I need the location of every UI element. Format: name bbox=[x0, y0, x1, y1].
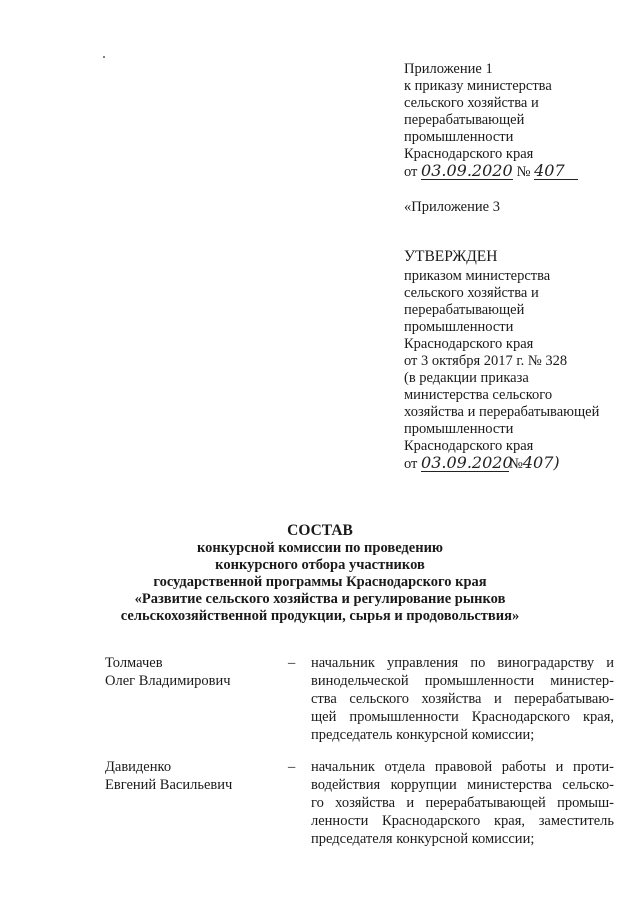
description-line: ленности Краснодарского края, заместитель bbox=[311, 813, 614, 829]
appendix-header-line: сельского хозяйства и bbox=[404, 95, 539, 111]
approval-line: перерабатывающей bbox=[404, 302, 525, 318]
approval-line: министерства сельского bbox=[404, 387, 553, 403]
description-line: водействия коррупции министерства сельско- bbox=[311, 777, 614, 793]
appendix-header-line: к приказу министерства bbox=[404, 78, 552, 94]
approval-line: Краснодарского края bbox=[404, 336, 534, 352]
description-line: начальник управления по виноградарству и bbox=[311, 655, 614, 671]
approval-line: промышленности bbox=[404, 319, 514, 335]
title-line: «Развитие сельского хозяйства и регулирование рынков bbox=[134, 591, 506, 607]
description-line: председатель конкурсной комиссии; bbox=[311, 727, 535, 743]
date-prefix: от bbox=[404, 456, 418, 472]
appendix-header-line: Краснодарского края bbox=[404, 146, 534, 162]
description-line: винодельческой промышленности министер- bbox=[311, 673, 614, 689]
date-prefix: от bbox=[404, 164, 418, 180]
approval-line: приказом министерства bbox=[404, 268, 551, 284]
description-line: щей промышленности Краснодарского края, bbox=[311, 709, 614, 725]
approval-line: от 3 октября 2017 г. № 328 bbox=[404, 353, 568, 369]
approval-date-line bbox=[404, 455, 559, 472]
title-line: сельскохозяйственной продукции, сырья и продовольствия» bbox=[120, 608, 520, 624]
approval-line: хозяйства и перерабатывающей bbox=[404, 404, 600, 420]
approval-line: промышленности bbox=[404, 421, 514, 437]
number-prefix: № bbox=[516, 164, 531, 180]
member-description bbox=[311, 654, 614, 744]
member-dash: – bbox=[288, 655, 296, 671]
handwritten-date: 03.09.2020 bbox=[421, 453, 513, 472]
approval-line: (в редакции приказа bbox=[404, 370, 529, 386]
handwritten-number: 407) bbox=[522, 453, 560, 472]
description-line: го хозяйства и перерабатывающей промыш- bbox=[311, 795, 614, 811]
approval-line: Краснодарского края bbox=[404, 438, 534, 454]
member-given-name: Олег Владимирович bbox=[105, 673, 231, 689]
description-line: начальник отдела правовой работы и проти- bbox=[311, 759, 614, 775]
handwritten-date: 03.09.2020 bbox=[421, 161, 513, 180]
description-line: ства сельского хозяйства и перерабатываю- bbox=[311, 691, 614, 707]
approval-line: сельского хозяйства и bbox=[404, 285, 539, 301]
appendix3-label: «Приложение 3 bbox=[404, 199, 500, 215]
handwritten-number: 407 bbox=[534, 163, 578, 180]
scan-speck bbox=[103, 56, 105, 58]
title-line: конкурсного отбора участников bbox=[215, 557, 425, 573]
member-dash: – bbox=[288, 759, 296, 775]
member-given-name: Евгений Васильевич bbox=[105, 777, 233, 793]
member-surname: Давиденко bbox=[105, 759, 172, 775]
appendix-header-line: промышленности bbox=[404, 129, 514, 145]
member-surname: Толмачев bbox=[105, 655, 163, 671]
number-prefix: № bbox=[509, 456, 523, 472]
appendix-header-date-line bbox=[404, 163, 578, 180]
title-line: СОСТАВ bbox=[287, 522, 353, 539]
title-line: государственной программы Краснодарского края bbox=[153, 574, 487, 590]
appendix-header-line: Приложение 1 bbox=[404, 61, 493, 77]
approval-heading: УТВЕРЖДЕН bbox=[404, 248, 498, 265]
title-line: конкурсной комиссии по проведению bbox=[197, 540, 443, 556]
appendix-header-line: перерабатывающей bbox=[404, 112, 525, 128]
member-description bbox=[311, 758, 614, 848]
description-line: председателя конкурсной комиссии; bbox=[311, 831, 535, 847]
